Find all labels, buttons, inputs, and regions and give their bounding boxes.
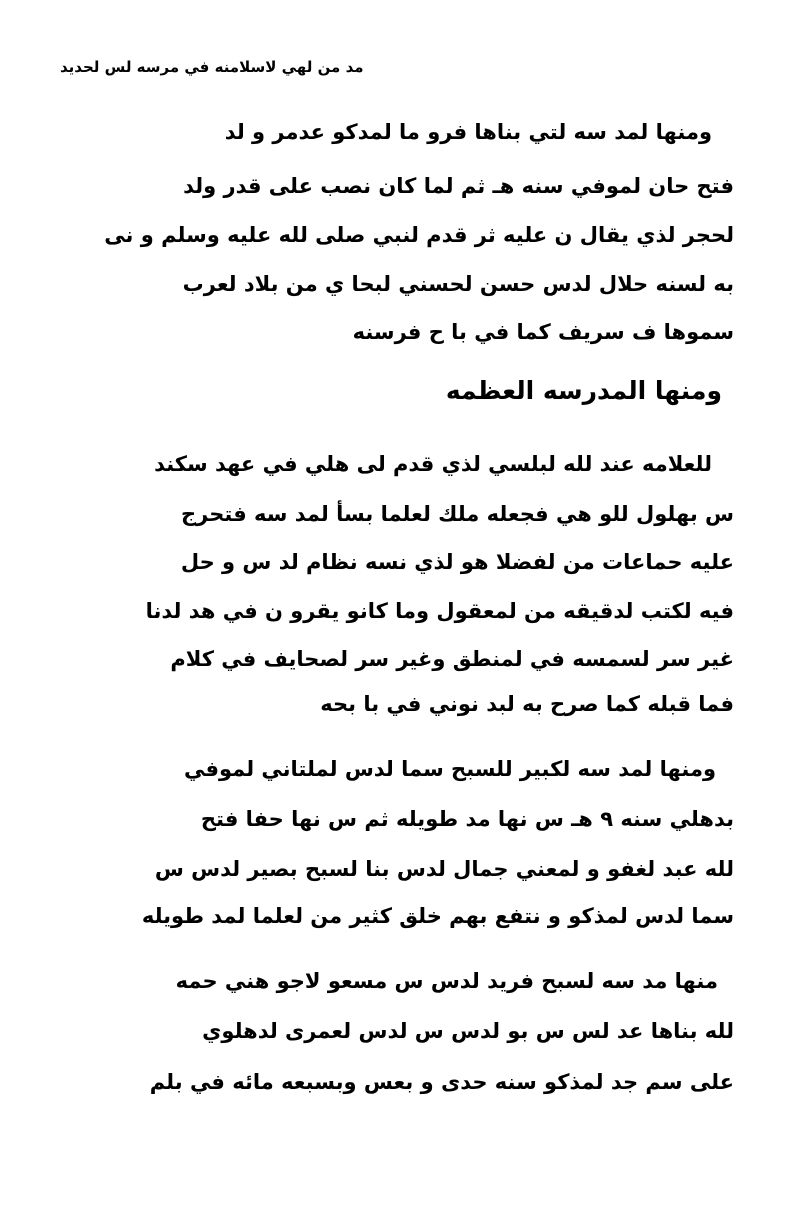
text-line: س بهلول للو هي فجعله ملك لعلما بسأ لمد سه فتحرج	[181, 502, 734, 526]
text-line: به لسنه حلال لدس حسن لحسني لبحا ي من بلاد لعرب	[182, 272, 734, 296]
text-line: لله عبد لغفو و لمعني جمال لدس بنا لسبح بصير لدس س	[154, 857, 734, 881]
text-line: على سم جد لمذكو سنه حدى و بعس وبسبعه مائه في بلم	[149, 1070, 734, 1094]
running-header-text: مد من لهي لاسلامنه في مرسه لس لحديد	[60, 58, 364, 76]
text-line: لله بناها عد لس س بو لدس س لدس لعمرى لدهلوي	[202, 1019, 734, 1043]
text-line: فتح حان لموفي سنه هـ ثم لما كان نصب على قدر ولد	[183, 174, 734, 198]
text-line: عليه حماعات من لفضلا هو لذي نسه نظام لد س و حل	[180, 550, 734, 574]
running-header	[60, 58, 420, 76]
text-line: منها مد سه لسبح فريد لدس س مسعو لاجو هني حمه	[175, 969, 718, 993]
text-line: ومنها لمد سه لكبير للسبح سما لدس لملتاني لموفي	[183, 757, 716, 781]
text-line: سما لدس لمذكو و نتفع بهم خلق كثير من لعلما لمد طويله	[141, 904, 734, 928]
text-line: فما قبله كما صرح به لبد نوني في با بحه	[320, 692, 734, 716]
section-title: ومنها المدرسه العظمه	[445, 376, 722, 405]
text-line: سموها ف سريف كما في با ح فرسنه	[352, 320, 734, 344]
text-line: للعلامه عند لله لبلسي لذي قدم لى هلي في عهد سكند	[154, 452, 712, 476]
text-line: لحجر لذي يقال ن عليه ثر قدم لنبي صلى لله عليه وسلم و نى	[104, 223, 734, 247]
text-line: ومنها لمد سه لتي بناها فرو ما لمدكو عدمر و لد	[224, 120, 712, 144]
text-line: فيه لكتب لدقيقه من لمعقول وما كانو يقرو ن في هد لدنا	[145, 599, 734, 623]
text-line: غير سر لسمسه في لمنطق وغير سر لصحايف في كلام	[170, 647, 734, 671]
text-line: بدهلي سنه ٩ هـ س نها مد طويله ثم س نها حفا فتح	[200, 807, 734, 831]
